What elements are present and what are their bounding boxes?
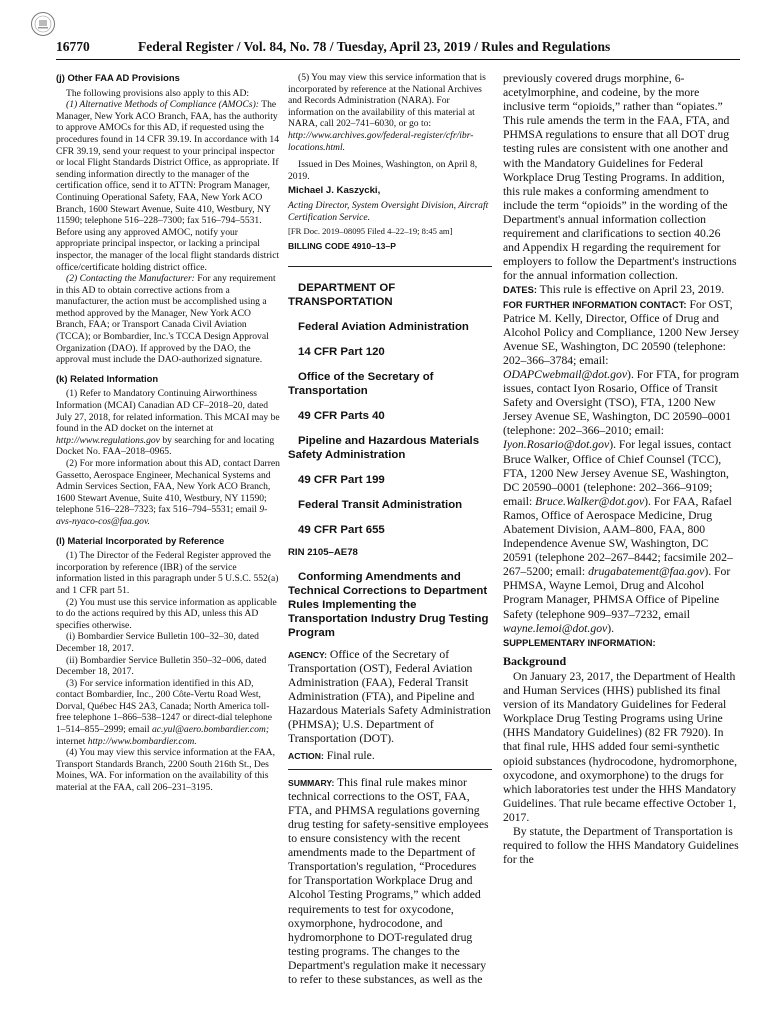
divider xyxy=(288,266,492,267)
paragraph-j-intro: The following provisions also apply to this AD: xyxy=(66,87,250,99)
rule-title: Conforming Amendments and Technical Corrections to Department Rules Implementing the Transportation Industry Drug Testing Program xyxy=(288,570,489,639)
page-number: 16770 xyxy=(56,39,90,54)
faa-email-link[interactable]: drugabatement@faa.gov xyxy=(588,565,705,579)
k1-text-a: (1) Refer to Mandatory Continuing Airworthiness Information (MCAI) Canadian AD CF–2018–20, dated July 27, 2018, for related information. This MCAI may be found in the AD docket on the internet at xyxy=(56,388,280,435)
paragraph-l2ii: (ii) Bombardier Service Bulletin 350–32–006, dated December 18, 2017. xyxy=(56,654,267,678)
paragraph-k2 xyxy=(56,458,282,528)
rin-number: RIN 2105–AE78 xyxy=(288,547,358,559)
agency-label: AGENCY: xyxy=(288,649,327,660)
cfr-parts-40: 49 CFR Parts 40 xyxy=(298,410,385,423)
contact-text-4: ). For FAA, Rafael Ramos, Office of Aerospace Medicine, Drug Abatement Division, AAM–800, FAA, 800 Independence Avenue SW, Washington, DC 20591 (telephone 202–267–8442; facsimile 202–267–5200; email: xyxy=(503,494,733,579)
section-heading-l: (l) Material Incorporated by Reference xyxy=(56,534,225,546)
supplementary-label: SUPPLEMENTARY INFORMATION: xyxy=(503,637,656,648)
k1-text-b: by searching for and locating Docket No. FAA–2018–0965. xyxy=(56,434,275,458)
paragraph-l2i: (i) Bombardier Service Bulletin 100–32–30, dated December 18, 2017. xyxy=(56,631,259,654)
l3-text-a: (3) For service information identified in this AD, contact Bombardier, Inc., 200 Côte-Vertu Road West, Dorval, Québec H4S 2A3, Canada; North America toll-free telephone 1–866–538–1247 or direct-dial telephone 1–514–855–2999; email xyxy=(56,677,273,736)
l5-text: (5) You may view this service information that is incorporated by reference at the National Archives and Records Administration (NARA). For information on the availability of this material at NARA, call 202–741–6030, or go to: xyxy=(288,72,486,130)
fr-doc-line: [FR Doc. 2019–08095 Filed 4–22–19; 8:45 am] xyxy=(288,226,453,237)
paragraph-l1: (1) The Director of the Federal Register approved the incorporation by reference (IBR) of the service information listed in this paragraph under 5 U.S.C. 552(a) and 1 CFR part 51. xyxy=(56,550,279,596)
l3-text-b: internet xyxy=(56,735,86,747)
department-heading: DEPARTMENT OF TRANSPORTATION xyxy=(288,282,396,309)
column-2 xyxy=(288,72,492,987)
paragraph-l2: (2) You must use this service information as applicable to do the actions required by this AD, unless this AD specifies otherwise. xyxy=(56,596,277,631)
header-title: Federal Register / Vol. 84, No. 78 / Tuesday, April 23, 2019 / Rules and Regulations xyxy=(138,39,611,54)
column-1 xyxy=(56,72,282,794)
contact-label: FOR FURTHER INFORMATION CONTACT: xyxy=(503,299,687,310)
phmsa-email-link[interactable]: wayne.lemoi@dot.gov xyxy=(503,621,608,635)
signer-name: Michael J. Kaszycki, xyxy=(288,185,381,197)
agency-fta-heading: Federal Transit Administration xyxy=(298,499,463,512)
background-heading: Background xyxy=(503,653,567,668)
agency-text: Office of the Secretary of Transportation (OST), Federal Aviation Administration (FAA), Federal Transit Administration (FTA), and Pipeline and Hazardous Materials Safety Administration (PHMSA); U.S. Department of Transportation (DOT). xyxy=(288,647,491,746)
dates-label: DATES: xyxy=(503,285,537,296)
contact-paragraph xyxy=(503,298,740,636)
paragraph-j1 xyxy=(56,99,282,273)
legal-email-link[interactable]: Bruce.Walker@dot.gov xyxy=(535,494,645,508)
l5-url-link[interactable]: http://www.archives.gov/federal-register/cfr/ibr-locations.html. xyxy=(288,129,474,153)
contact-text-3: ). For legal issues, contact Bruce Walker, Office of Chief Counsel (TCC), FTA, 1200 New Jersey Avenue SE, Washington, DC 20590–0001 (telephone: 202–366–9109; email: xyxy=(503,438,732,508)
divider xyxy=(288,769,492,770)
k1-url-link[interactable]: http://www.regulations.gov xyxy=(56,434,160,446)
paragraph-k1 xyxy=(56,388,282,458)
gpo-seal-icon xyxy=(30,11,56,37)
section-heading-k: (k) Related Information xyxy=(56,372,159,384)
fta-email-link[interactable]: Iyon.Rosario@dot.gov xyxy=(503,438,610,452)
agency-faa-heading: Federal Aviation Administration xyxy=(298,321,469,334)
summary-paragraph xyxy=(288,776,492,987)
signer-title: Acting Director, System Oversight Division, Aircraft Certification Service. xyxy=(288,199,489,223)
ost-email-link[interactable]: ODAPCwebmail@dot.gov xyxy=(503,367,628,381)
billing-code: BILLING CODE 4910–13–P xyxy=(288,240,396,251)
l3-email-link[interactable]: ac.yul@aero.bombardier.com; xyxy=(151,724,270,736)
paragraph-j2 xyxy=(56,273,282,366)
paragraph-l3 xyxy=(56,678,282,748)
background-paragraph-1: On January 23, 2017, the Department of Health and Human Services (HHS) published its final version of its Mandatory Guidelines for Federal Workplace Drug Testing Programs using Urine (HHS Mandatory Guidelines) (82 FR 7920). In that final rule, HHS added four semi-synthetic opioid substances (hydrocodone, hydromorphone, oxycodone, and oxymorphone) to the drugs for which laboratories test under the HHS Mandatory Guidelines. That rule became effective October 1, 2017. xyxy=(503,669,738,824)
j1-body: The Manager, New York ACO Branch, FAA, has the authority to approve AMOCs for this AD, if requested using the procedures found in 14 CFR 39.19. In accordance with 14 CFR 39.19, send your request to your principal inspector or local Flight Standards District Office, as appropriate. If sending information directly to the manager of the certification office, send it to ATTN: Program Manager, Continuing Operational Safety, FAA, New York ACO Branch, 1600 Stewart Avenue, Suite 410, Westbury, NY 11590; telephone 516–228–7300; fax 516–794–5531. Before using any approved AMOC, notify your appropriate principal inspector, or lacking a principal inspector, the manager of the local flight standards district office/certificate holding district office. xyxy=(56,99,280,273)
j1-label: (1) Alternative Methods of Compliance (AMOCs): xyxy=(66,99,259,111)
paragraph-l4: (4) You may view this service information at the FAA, Transport Standards Branch, 2200 South 216th St., Des Moines, WA. For information on the availability of this material at the FAA, call 206–231–3195. xyxy=(56,747,275,794)
j2-label: (2) Contacting the Manufacturer: xyxy=(66,273,195,285)
agency-phmsa-heading: Pipeline and Hazardous Materials Safety Administration xyxy=(288,435,480,462)
issued-line: Issued in Des Moines, Washington, on April 8, 2019. xyxy=(288,159,478,182)
agency-paragraph xyxy=(288,648,492,747)
action-text: Final rule. xyxy=(326,748,375,762)
action-label: ACTION: xyxy=(288,750,324,761)
summary-text: This final rule makes minor technical corrections to the OST, FAA, FTA, and PHMSA regulations governing drug testing for safety-sensitive employees to ensure consistency with the recent amendments made to the Department of Transportation's regulation, “Procedures for Transportation Workplace Drug and Alcohol Testing Programs,” which added requirements to test for oxycodone, oxymorphone, hydrocodone, and hydromorphone to DOT-regulated drug testing programs. The changes to the Department's regulation make it necessary to refer to these substances, as well as the xyxy=(288,775,489,986)
column-3 xyxy=(503,72,740,867)
k2-text-a: (2) For more information about this AD, contact Darren Gassetto, Aerospace Engineer, Mechanical Systems and Admin Services Section, FAA, New York ACO Branch, 1600 Stewart Avenue, Suite 410, Westbury, NY 11590; telephone 516–228–7323; fax 516–794–5531; email xyxy=(56,458,280,516)
cfr-part-120: 14 CFR Part 120 xyxy=(298,346,385,359)
agency-ost-heading: Office of the Secretary of Transportation xyxy=(288,371,434,398)
contact-text-1: For OST, Patrice M. Kelly, Director, Office of Drug and Alcohol Policy and Compliance, 1200 New Jersey Avenue SE, Washington, DC 20590 (telephone: 202–366–3784; email: xyxy=(503,297,739,367)
summary-continuation: previously covered drugs morphine, 6-acetylmorphine, and codeine, by the more inclusive term “opioids,” rather than “opiates.” This rule amends the term in the FAA, FTA, and PHMSA regulations to ensure that all DOT drug testing rules are consistent with one another and with the Mandatory Guidelines for Federal Workplace Drug Testing Programs. In addition, this rule makes a conforming amendment to include the term “opioids” in the wording of the Department's annual information collection requirement and clarifications to section 40.26 and Appendix H regarding the requirement for employers to follow the Department's instructions for the annual information collection. xyxy=(503,72,737,283)
j2-body: For any requirement in this AD to obtain corrective actions from a manufacturer, the action must be accomplished using a method approved by the Manager, New York ACO Branch, FAA; or Transport Canada Civil Aviation (TCCA); or Bombardier, Inc.'s TCCA Design Approval Organization (DAO). If approved by the DAO, the approval must include the DAO-authorized signature. xyxy=(56,273,276,366)
dates-text: This rule is effective on April 23, 2019. xyxy=(539,283,725,297)
section-heading-j: (j) Other FAA AD Provisions xyxy=(56,72,180,83)
summary-label: SUMMARY: xyxy=(288,777,335,788)
cfr-part-199: 49 CFR Part 199 xyxy=(298,474,385,487)
contact-text-6: ). xyxy=(607,621,615,635)
dates-paragraph xyxy=(503,283,740,297)
cfr-part-655: 49 CFR Part 655 xyxy=(298,524,385,537)
k2-email-link[interactable]: 9-avs-nyaco-cos@faa.gov. xyxy=(56,504,268,527)
page-header xyxy=(56,39,738,57)
contact-text-2: ). For FTA, for program issues, contact Iyon Rosario, Office of Transit Safety and Oversight (TSO), FTA, 1200 New Jersey Avenue SE, Washington, DC 20590–0001 (telephone: 202–366–2010; email: xyxy=(503,367,740,438)
action-paragraph xyxy=(288,749,492,763)
header-rule xyxy=(56,59,740,60)
l3-url-link[interactable]: http://www.bombardier.com. xyxy=(87,735,197,747)
paragraph-l5 xyxy=(288,72,492,153)
background-paragraph-2: By statute, the Department of Transportation is required to follow the HHS Mandatory Guidelines for the xyxy=(503,824,739,867)
contact-text-5: ). For PHMSA, Wayne Lemoi, Drug and Alcohol Program Manager, PHMSA Office of Pipeline Safety (telephone 909–937–7232, email xyxy=(503,565,731,621)
